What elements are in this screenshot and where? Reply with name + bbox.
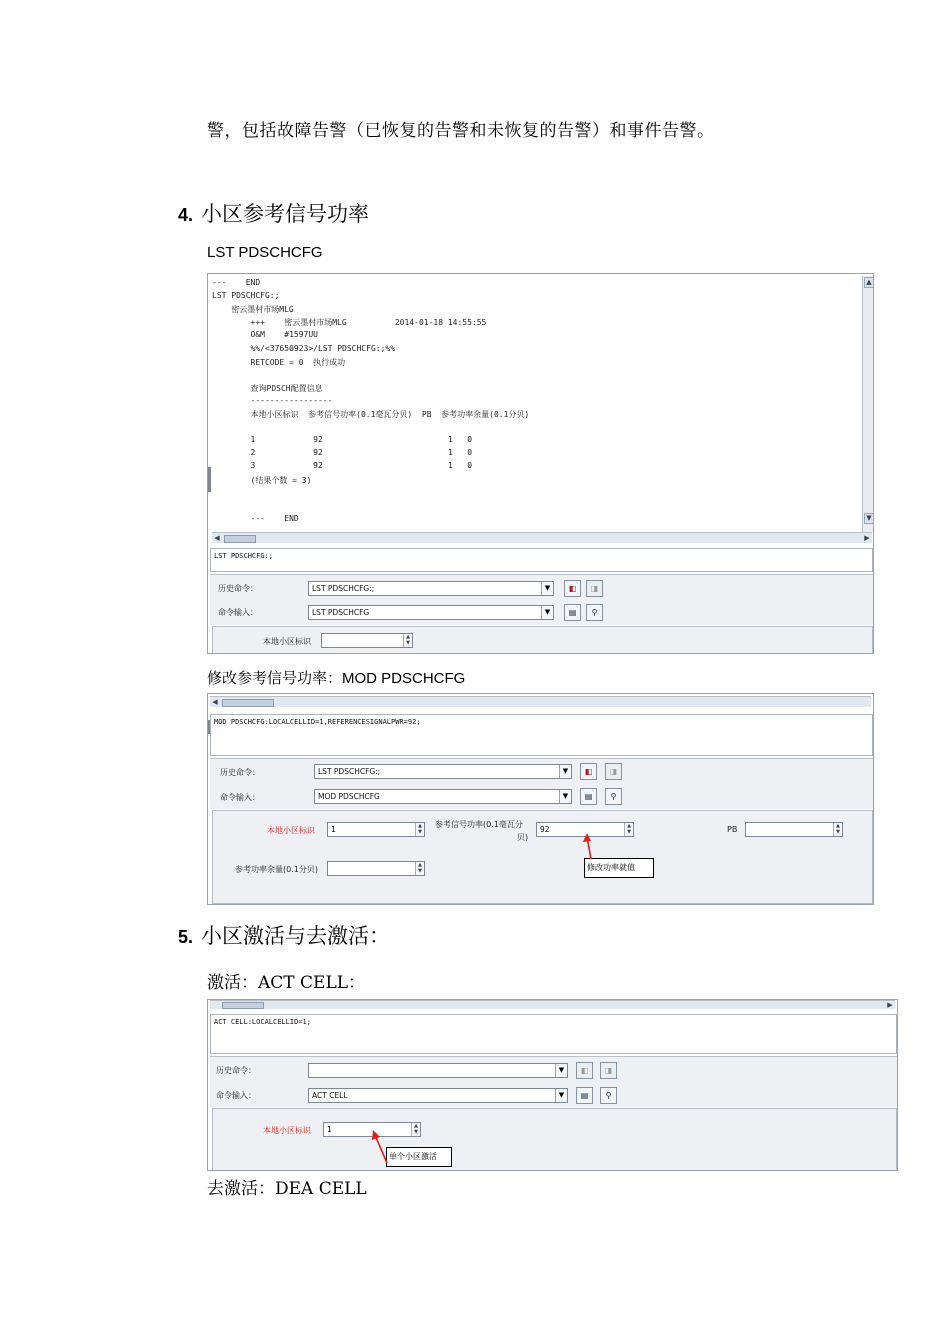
section-5-number: 5. (178, 927, 194, 947)
console-output (212, 276, 861, 531)
command-input-label: 命令输入： (220, 793, 260, 802)
console-vertical-scrollbar[interactable] (862, 276, 873, 532)
chevron-down-icon[interactable]: ▼ (541, 606, 553, 619)
chevron-down-icon[interactable]: ▼ (555, 1089, 567, 1102)
chevron-down-icon[interactable]: ▼ (541, 582, 553, 595)
chevron-down-icon[interactable]: ▼ (559, 765, 571, 778)
console-line: ----------------- (212, 395, 333, 405)
command-form (210, 758, 873, 809)
callout-arrow-icon (573, 833, 603, 863)
spinner-icon[interactable]: ▲ ▼ (624, 823, 633, 836)
local-cell-id-label: 本地小区标识 (263, 637, 311, 646)
section-4-number: 4. (178, 205, 194, 225)
history-command-label: 历史命令： (220, 768, 260, 777)
console-line: --- END (212, 278, 261, 287)
command-line-box[interactable] (210, 1014, 897, 1054)
activate-callout: 单个小区激活 (386, 1147, 452, 1167)
spinner-icon[interactable]: ▲ ▼ (833, 823, 842, 836)
scroll-thumb[interactable] (224, 535, 256, 543)
local-cell-id-input[interactable] (321, 633, 413, 648)
spinner-icon[interactable]: ▲ ▼ (415, 823, 424, 836)
power-margin-label: 参考功率余量(0.1分贝) (235, 865, 318, 874)
run-command-icon[interactable]: ⚲ (586, 604, 603, 621)
parameter-panel (212, 810, 873, 904)
prev-command-icon[interactable]: ◧ (564, 580, 581, 597)
console-horizontal-scrollbar[interactable] (212, 532, 872, 543)
history-command-select[interactable] (308, 1063, 568, 1078)
console-line: (结果个数 = 3) (212, 475, 312, 485)
spinner-icon[interactable]: ▲ ▼ (411, 1123, 420, 1136)
mod-pdschcfg-screenshot (207, 693, 874, 905)
command-line-text: LST PDSCHCFG:; (214, 552, 274, 560)
modify-caption: 修改参考信号功率：MOD PDSCHCFG (207, 669, 466, 687)
pb-input[interactable] (745, 822, 843, 837)
console-line: 1 92 1 0 (212, 435, 473, 445)
command-line-text: MOD PDSCHCFG:LOCALCELLID=1,REFERENCESIGNALPWR=92; (214, 718, 421, 726)
command-line-box[interactable] (210, 714, 873, 756)
reference-signal-power-label: 参考信号功率(0.1毫瓦分 (435, 820, 523, 829)
console-line: 3 92 1 0 (212, 461, 473, 471)
local-cell-id-input[interactable]: 1 ▲ ▼ (327, 822, 425, 837)
intro-paragraph: 警，包括故障告警（已恢复的告警和未恢复的告警）和事件告警。 (207, 121, 715, 141)
command-form (210, 1056, 897, 1107)
scroll-left-icon[interactable]: ◀ (212, 698, 218, 706)
deactivate-caption: 去激活：DEA CELL (207, 1179, 367, 1199)
next-command-icon[interactable]: ◨ (600, 1062, 617, 1079)
console-line: 2 92 1 0 (212, 448, 473, 458)
next-command-icon[interactable]: ◨ (586, 580, 603, 597)
history-command-select[interactable]: LST PDSCHCFG:; ▼ (314, 764, 572, 779)
scroll-left-icon[interactable]: ◀ (214, 534, 220, 542)
lst-pdschcfg-screenshot (207, 273, 874, 654)
parameter-panel (212, 626, 873, 654)
help-icon[interactable]: ▤ (576, 1087, 593, 1104)
horizontal-scrollbar[interactable] (210, 696, 871, 707)
next-command-icon[interactable]: ◨ (605, 763, 622, 780)
console-line: 查询PDSCH配置信息 (212, 383, 323, 393)
console-line: RETCODE = 0 执行成功 (212, 357, 346, 367)
scroll-right-icon[interactable]: ▶ (887, 1001, 893, 1009)
chevron-down-icon[interactable]: ▼ (555, 1064, 567, 1077)
command-input-label: 命令输入： (218, 608, 258, 617)
console-line: +++ 密云墨村市场MLG 2014-01-18 14:55:55 (212, 318, 487, 328)
console-line: LST PDSCHCFG:; (212, 291, 280, 301)
callout-arrow-icon (369, 1129, 399, 1169)
pb-label: PB (727, 825, 738, 834)
scroll-thumb[interactable] (222, 699, 274, 707)
help-icon[interactable]: ▤ (564, 604, 581, 621)
history-command-select[interactable]: LST PDSCHCFG:; ▼ (308, 581, 554, 596)
console-line: %%/<37650923>/LST PDSCHCFG:;%% (212, 343, 396, 353)
command-input-label: 命令输入： (216, 1091, 256, 1100)
console-line: O&M #1597UU (212, 330, 318, 340)
section-5-heading (178, 920, 390, 950)
horizontal-scrollbar[interactable] (210, 1000, 895, 1009)
reference-signal-power-input[interactable]: 92 ▲ ▼ (536, 822, 634, 837)
scroll-up-icon[interactable]: ▲ (864, 277, 874, 288)
power-margin-input[interactable] (327, 861, 425, 876)
prev-command-icon[interactable]: ◧ (576, 1062, 593, 1079)
parameter-panel (212, 1108, 897, 1171)
spinner-icon[interactable]: ▲ ▼ (403, 634, 412, 647)
section-5-title: 小区激活与去激活： (201, 924, 391, 948)
panel-resize-grip[interactable] (208, 467, 211, 492)
console-line: --- END (212, 513, 299, 523)
console-line: 本地小区标识 参考信号功率(0.1毫瓦分贝) PB 参考功率余量(0.1分贝) (212, 410, 530, 419)
history-command-label: 历史命令： (218, 584, 258, 593)
scroll-right-icon[interactable]: ▶ (864, 534, 870, 542)
reference-signal-power-label-unit: 贝) (517, 833, 529, 842)
command-form (210, 574, 873, 625)
run-command-icon[interactable]: ⚲ (605, 788, 622, 805)
command-line-box[interactable] (210, 548, 873, 572)
history-command-label: 历史命令： (216, 1066, 256, 1075)
command-input-field[interactable]: ACT CELL ▼ (308, 1088, 568, 1103)
command-line-text: ACT CELL:LOCALCELLID=1; (214, 1018, 311, 1026)
section-4-title: 小区参考信号功率 (201, 202, 370, 226)
local-cell-id-input[interactable]: 1 ▲ ▼ (323, 1122, 421, 1137)
command-input-field[interactable]: LST PDSCHCFG ▼ (308, 605, 554, 620)
command-input-field[interactable]: MOD PDSCHCFG ▼ (314, 789, 572, 804)
prev-command-icon[interactable]: ◧ (580, 763, 597, 780)
local-cell-id-label: 本地小区标识 (263, 1126, 311, 1135)
activate-caption: 激活：ACT CELL： (207, 973, 366, 993)
act-cell-screenshot (207, 999, 898, 1171)
scroll-thumb[interactable] (222, 1002, 264, 1009)
chevron-down-icon[interactable]: ▼ (559, 790, 571, 803)
scroll-down-icon[interactable]: ▼ (864, 513, 874, 524)
console-line: 密云墨村市场MLG (212, 305, 294, 315)
help-icon[interactable]: ▤ (580, 788, 597, 805)
section-4-heading (178, 198, 369, 228)
section-4-caption: LST PDSCHCFG (207, 244, 323, 261)
spinner-icon[interactable]: ▲ ▼ (415, 862, 424, 875)
local-cell-id-label: 本地小区标识 (267, 826, 315, 835)
run-command-icon[interactable]: ⚲ (600, 1087, 617, 1104)
modify-callout: 修改功率就值 (584, 858, 654, 878)
